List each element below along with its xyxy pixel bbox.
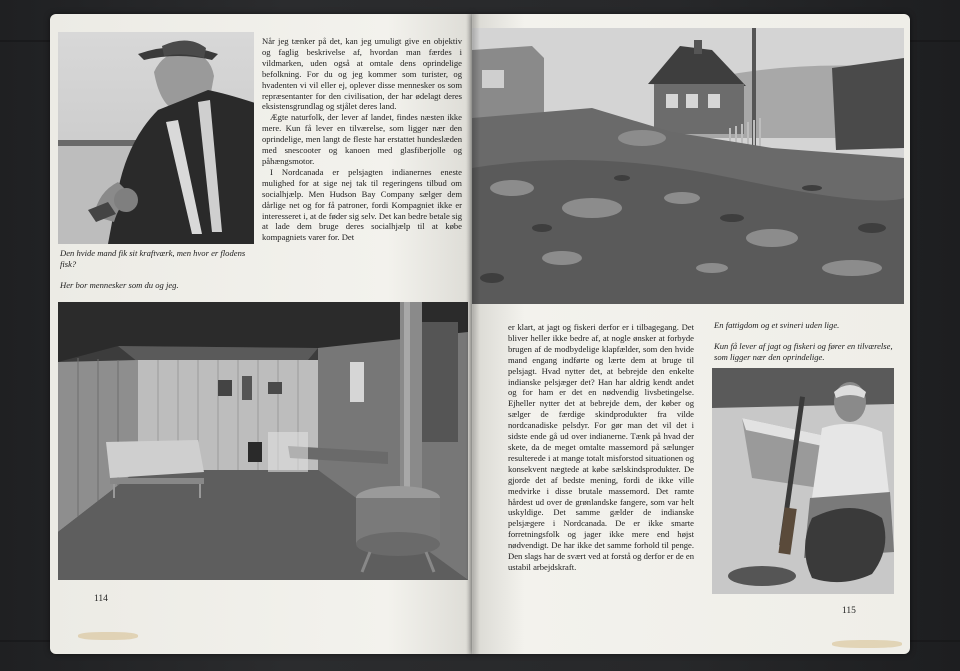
- page-number-right: 115: [842, 606, 856, 616]
- body-paragraph: Ægte naturfolk, der lever af landet, findes næsten ikke mere. Kun få lever en tilværelse, som ligger nær den oprindelige, men langt de fleste har erstattet hundeslæden med snescooter og kanoen med glasfiberjolle og påhængsmotor.: [262, 112, 462, 166]
- right-body-text: [508, 322, 694, 573]
- left-page: [50, 14, 472, 654]
- right-captions: [714, 320, 904, 373]
- caption-hunting-fishing: Kun få lever af jagt og fiskeri og fører en tilværelse, som ligger nær den oprindelige.: [714, 341, 893, 362]
- page-number-left: 114: [94, 594, 108, 604]
- caption-people-live-here: Her bor mennesker som du og jeg.: [60, 280, 179, 290]
- body-paragraph: Når jeg tænker på det, kan jeg umuligt give en objektiv og faglig beskrivelse af, hvordan man færdes i vildmarken, uden også at omtale dens oprindelige befolkning. For du og jeg kommer som turister, og hvadenten vi vil eller ej, oplever disse mennesker os som repræsentanter for den civilisation, der har ødelagt deres eksistensgrundlag og stjålet deres land.: [262, 36, 462, 112]
- page-stain: [78, 632, 138, 640]
- photo-hunter-with-rifle: [712, 368, 894, 594]
- right-page: [472, 14, 910, 654]
- caption-poverty: En fattigdom og et svineri uden lige.: [714, 320, 840, 330]
- photo-man-with-hat: [58, 32, 254, 244]
- photo-hut-interior: [58, 302, 468, 580]
- open-book: [50, 14, 910, 654]
- book-gutter: [466, 14, 480, 654]
- body-paragraph: I Nordcanada er pelsjagten indianernes eneste mulighed for at sige nej tak til regeringens tilbud om socialhjælp. Men Hudson Bay Company sælger dem dårlige net og for få patroner, fordi Kompagniet ikke er interesseret i, at de føder sig selv. Det kan bedre betale sig at lade dem bruge deres socialhjælp til at købe kompagniets varer for. Det: [262, 166, 462, 243]
- photo-village-houses: [472, 28, 904, 304]
- left-body-text: [262, 36, 462, 243]
- page-stain: [832, 640, 902, 648]
- body-paragraph: er klart, at jagt og fiskeri derfor er i tilbagegang. Det bliver heller ikke bedre af, at nogle ønsker at forbyde brugen af de modbydelige klapfælder, som den hvide mand engang indførte og lærte dem at bruge til pelsjagt. Hvad nytter det, at bebrejde den enkelte indianske pelsjæger det? Han har aldrig kendt andet og for ham er det en nødvendig livsbetingelse. Ejheller nytter det at bebrejde dem, der køber og sælger de færdige skindprodukter fra vilde nordcanadiske pelsdyr. For gør man det vil det i sidste ende gå ud over indianerne. Tænk på hvad der skete, da de meget omtalte massemord på sælunger resulterede i at mange totalt misforstod situationen og konsekvent nægtede at købe sælskindsprodukter. De gjorde det af bedste mening, fordi de ikke ville medvirke i disse brutale massemord. Det ramte hårdest ud over de grønlandske fangere, som var helt uskyldige. Det samme gælder de indianske pelsjægere i Nordcanada. De er ikke smarte forretningsfolk og jager ikke mere end højst nødvendigt. De har ikke det samme forhold til penge. Den slags har de svært ved at forstå og derfor er de en ustabil arbejdskraft.: [508, 322, 694, 572]
- caption-power-plant: Den hvide mand fik sit kraftværk, men hvor er flodens fisk?: [60, 248, 246, 269]
- left-captions: [60, 248, 250, 301]
